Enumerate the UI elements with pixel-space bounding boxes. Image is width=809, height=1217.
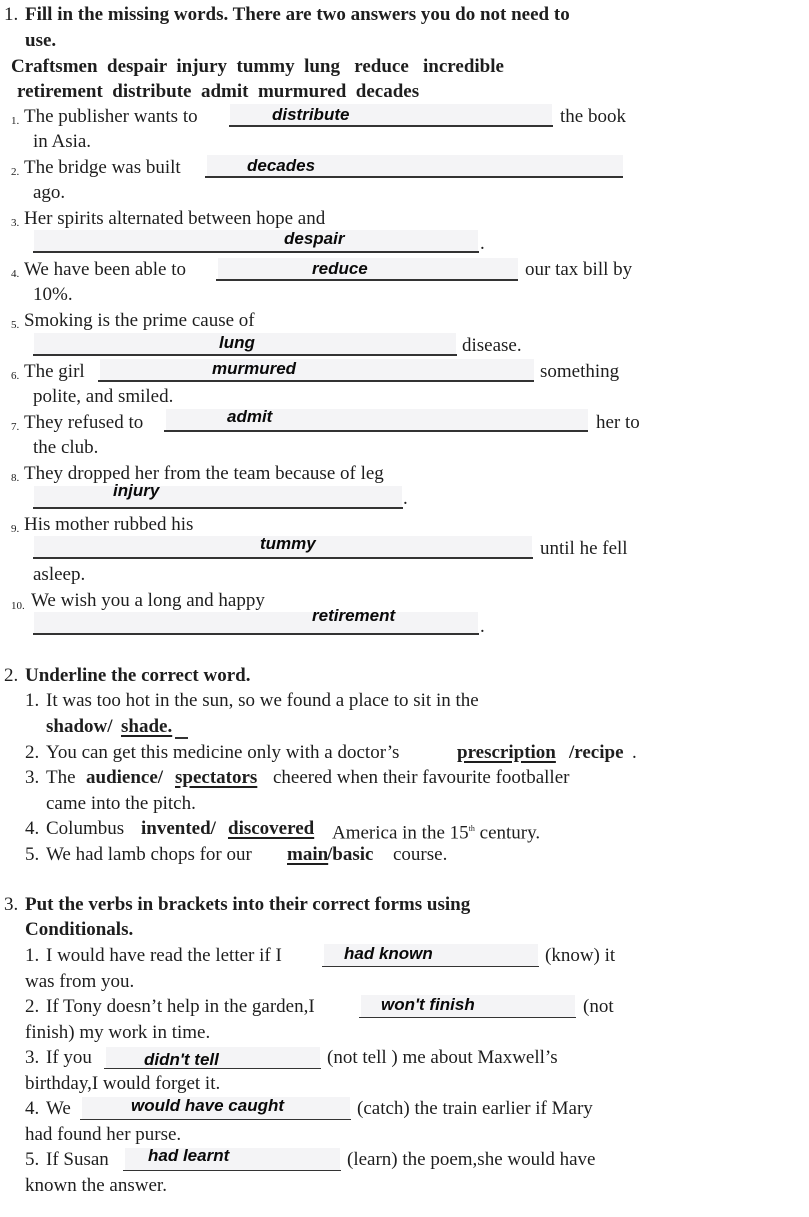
answer-line bbox=[205, 176, 623, 178]
item-number: 2. bbox=[25, 996, 40, 1017]
item-text: It was too hot in the sun, so we found a place to sit in the bbox=[46, 690, 479, 711]
item-text-after: (know) it bbox=[545, 945, 616, 966]
item-text-cont: birthday,I would forget it. bbox=[25, 1073, 221, 1094]
item-number: 1. bbox=[25, 945, 40, 966]
answer-field[interactable] bbox=[34, 486, 402, 508]
item-text-after: course. bbox=[393, 844, 448, 865]
option-rejected[interactable]: /basic bbox=[327, 844, 374, 865]
item-text-after: cheered when their favourite footballer bbox=[273, 767, 570, 788]
ex3-heading-text-cont: Conditionals. bbox=[25, 919, 134, 940]
word-bank-line-1: Craftsmen despair injury tummy lung reduce incredible bbox=[11, 56, 504, 77]
item-text-cont: the club. bbox=[33, 437, 99, 458]
ex3-heading-number: 3. bbox=[4, 894, 19, 915]
option-underlined[interactable]: discovered bbox=[228, 818, 315, 839]
answer-line bbox=[229, 125, 553, 127]
answer-line bbox=[322, 966, 539, 967]
answer-line bbox=[123, 1170, 341, 1171]
answer-line bbox=[80, 1119, 351, 1120]
item-text: Columbus bbox=[46, 818, 125, 839]
item-text: We have been able to bbox=[24, 259, 187, 280]
answer-text: distribute bbox=[272, 105, 350, 124]
option-underlined[interactable]: main bbox=[287, 844, 329, 865]
item-text-cont: was from you. bbox=[25, 971, 135, 992]
item-text: Smoking is the prime cause of bbox=[24, 310, 255, 331]
item-text: The girl bbox=[24, 361, 85, 382]
answer-text: decades bbox=[247, 156, 316, 175]
answer-text: retirement bbox=[312, 606, 396, 625]
item-text-after: (not bbox=[583, 996, 614, 1017]
item-text-cont: came into the pitch. bbox=[46, 793, 196, 814]
item-text: We had lamb chops for our bbox=[46, 844, 252, 865]
item-text: We bbox=[46, 1098, 71, 1119]
answer-field[interactable] bbox=[34, 612, 478, 634]
item-number: 2. bbox=[25, 742, 40, 763]
ex2-heading-number: 2. bbox=[4, 665, 19, 686]
answer-line bbox=[33, 251, 479, 253]
item-end-punct: . bbox=[480, 233, 485, 254]
answer-line bbox=[359, 1017, 576, 1018]
item-text: The bbox=[46, 767, 76, 788]
item-number: 10. bbox=[11, 600, 25, 612]
item-text: You can get this medicine only with a doctor’s bbox=[46, 742, 400, 763]
item-text: If Susan bbox=[46, 1149, 109, 1170]
item-text-after: something bbox=[540, 361, 620, 382]
answer-field[interactable] bbox=[34, 230, 478, 252]
answer-field[interactable] bbox=[100, 359, 534, 381]
answer-text: admit bbox=[227, 407, 273, 426]
item-text-cont: asleep. bbox=[33, 564, 86, 585]
answer-line bbox=[216, 279, 518, 281]
item-text-after: (learn) the poem,she would have bbox=[347, 1149, 596, 1170]
item-number: 9. bbox=[11, 523, 20, 535]
item-text: His mother rubbed his bbox=[24, 514, 194, 535]
option-underlined[interactable]: spectators bbox=[175, 767, 258, 788]
ex1-heading-number: 1. bbox=[4, 4, 19, 25]
item-text-after: until he fell bbox=[540, 538, 628, 559]
underline-trail bbox=[175, 737, 188, 739]
word-bank-line-2: retirement distribute admit murmured decades bbox=[17, 81, 420, 102]
answer-text: didn't tell bbox=[144, 1050, 219, 1069]
item-text-after bbox=[332, 818, 540, 844]
item-number: 5. bbox=[25, 844, 40, 865]
item-text: Her spirits alternated between hope and bbox=[24, 208, 326, 229]
item-text-cont: had found her purse. bbox=[25, 1124, 182, 1145]
item-text: We wish you a long and happy bbox=[31, 590, 265, 611]
answer-text: won't finish bbox=[381, 995, 475, 1014]
option-rejected[interactable]: audience/ bbox=[86, 767, 164, 788]
item-number: 1. bbox=[25, 690, 40, 711]
answer-text: would have caught bbox=[131, 1096, 285, 1115]
item-end-punct: . bbox=[403, 488, 408, 509]
option-rejected[interactable]: shadow/ bbox=[46, 716, 113, 737]
answer-field[interactable] bbox=[218, 258, 518, 280]
answer-line bbox=[164, 430, 588, 432]
answer-text: lung bbox=[219, 333, 255, 352]
item-end-punct: . bbox=[632, 742, 637, 763]
item-number: 2. bbox=[11, 166, 20, 178]
item-text-cont: ago. bbox=[33, 182, 66, 203]
item-text-cont: finish) my work in time. bbox=[25, 1022, 211, 1043]
answer-line bbox=[98, 380, 534, 382]
item-text-year: America in the 15 bbox=[332, 822, 469, 844]
item-text: They dropped her from the team because of leg bbox=[24, 463, 384, 484]
item-text-cont: 10%. bbox=[33, 284, 73, 305]
item-text-cont: known the answer. bbox=[25, 1175, 167, 1196]
item-number: 3. bbox=[11, 217, 20, 229]
option-underlined[interactable]: shade. bbox=[121, 716, 173, 737]
item-number: 4. bbox=[25, 1098, 40, 1119]
ex3-heading-text: Put the verbs in brackets into their correct forms using bbox=[25, 894, 471, 915]
option-underlined[interactable]: prescription bbox=[457, 742, 556, 763]
answer-line bbox=[33, 557, 533, 559]
item-number: 6. bbox=[11, 370, 20, 382]
item-number: 5. bbox=[11, 319, 20, 331]
item-number: 7. bbox=[11, 421, 20, 433]
item-text: The publisher wants to bbox=[24, 106, 198, 127]
answer-line bbox=[33, 354, 457, 356]
answer-text: injury bbox=[113, 481, 160, 500]
item-text-cont: in Asia. bbox=[33, 131, 92, 152]
ex1-heading-text: Fill in the missing words. There are two answers you do not need to bbox=[25, 4, 570, 25]
ex2-heading-text: Underline the correct word. bbox=[25, 665, 251, 686]
item-number: 8. bbox=[11, 472, 20, 484]
item-number: 3. bbox=[25, 767, 40, 788]
answer-text: despair bbox=[284, 229, 345, 248]
item-text-after: her to bbox=[596, 412, 640, 433]
answer-text: had learnt bbox=[148, 1146, 230, 1165]
item-text-after: (catch) the train earlier if Mary bbox=[357, 1098, 593, 1119]
ex1-heading-text-cont: use. bbox=[25, 30, 57, 51]
item-text-after: the book bbox=[560, 106, 626, 127]
item-number: 3. bbox=[25, 1047, 40, 1068]
item-text-after: (not tell ) me about Maxwell’s bbox=[327, 1047, 558, 1068]
answer-text: murmured bbox=[212, 359, 297, 378]
answer-line bbox=[33, 633, 479, 635]
item-text-after: our tax bill by bbox=[525, 259, 633, 280]
item-end-punct: . bbox=[480, 616, 485, 637]
item-text: If Tony doesn’t help in the garden,I bbox=[46, 996, 315, 1017]
item-text: The bridge was built bbox=[24, 157, 181, 178]
item-number: 4. bbox=[11, 268, 20, 280]
item-text-cont: polite, and smiled. bbox=[33, 386, 174, 407]
item-text-after: disease. bbox=[462, 335, 522, 356]
item-text: I would have read the letter if I bbox=[46, 945, 282, 966]
superscript: th bbox=[468, 824, 475, 833]
option-rejected[interactable]: /recipe bbox=[569, 742, 624, 763]
answer-text: tummy bbox=[260, 534, 316, 553]
item-number: 1. bbox=[11, 115, 20, 127]
answer-text: had known bbox=[344, 944, 433, 963]
item-text-end: century. bbox=[479, 822, 541, 844]
item-number: 5. bbox=[25, 1149, 40, 1170]
item-number: 4. bbox=[25, 818, 40, 839]
item-text: They refused to bbox=[24, 412, 144, 433]
option-rejected[interactable]: invented/ bbox=[141, 818, 216, 839]
item-text: If you bbox=[46, 1047, 92, 1068]
answer-text: reduce bbox=[312, 259, 368, 278]
answer-line bbox=[33, 507, 403, 509]
